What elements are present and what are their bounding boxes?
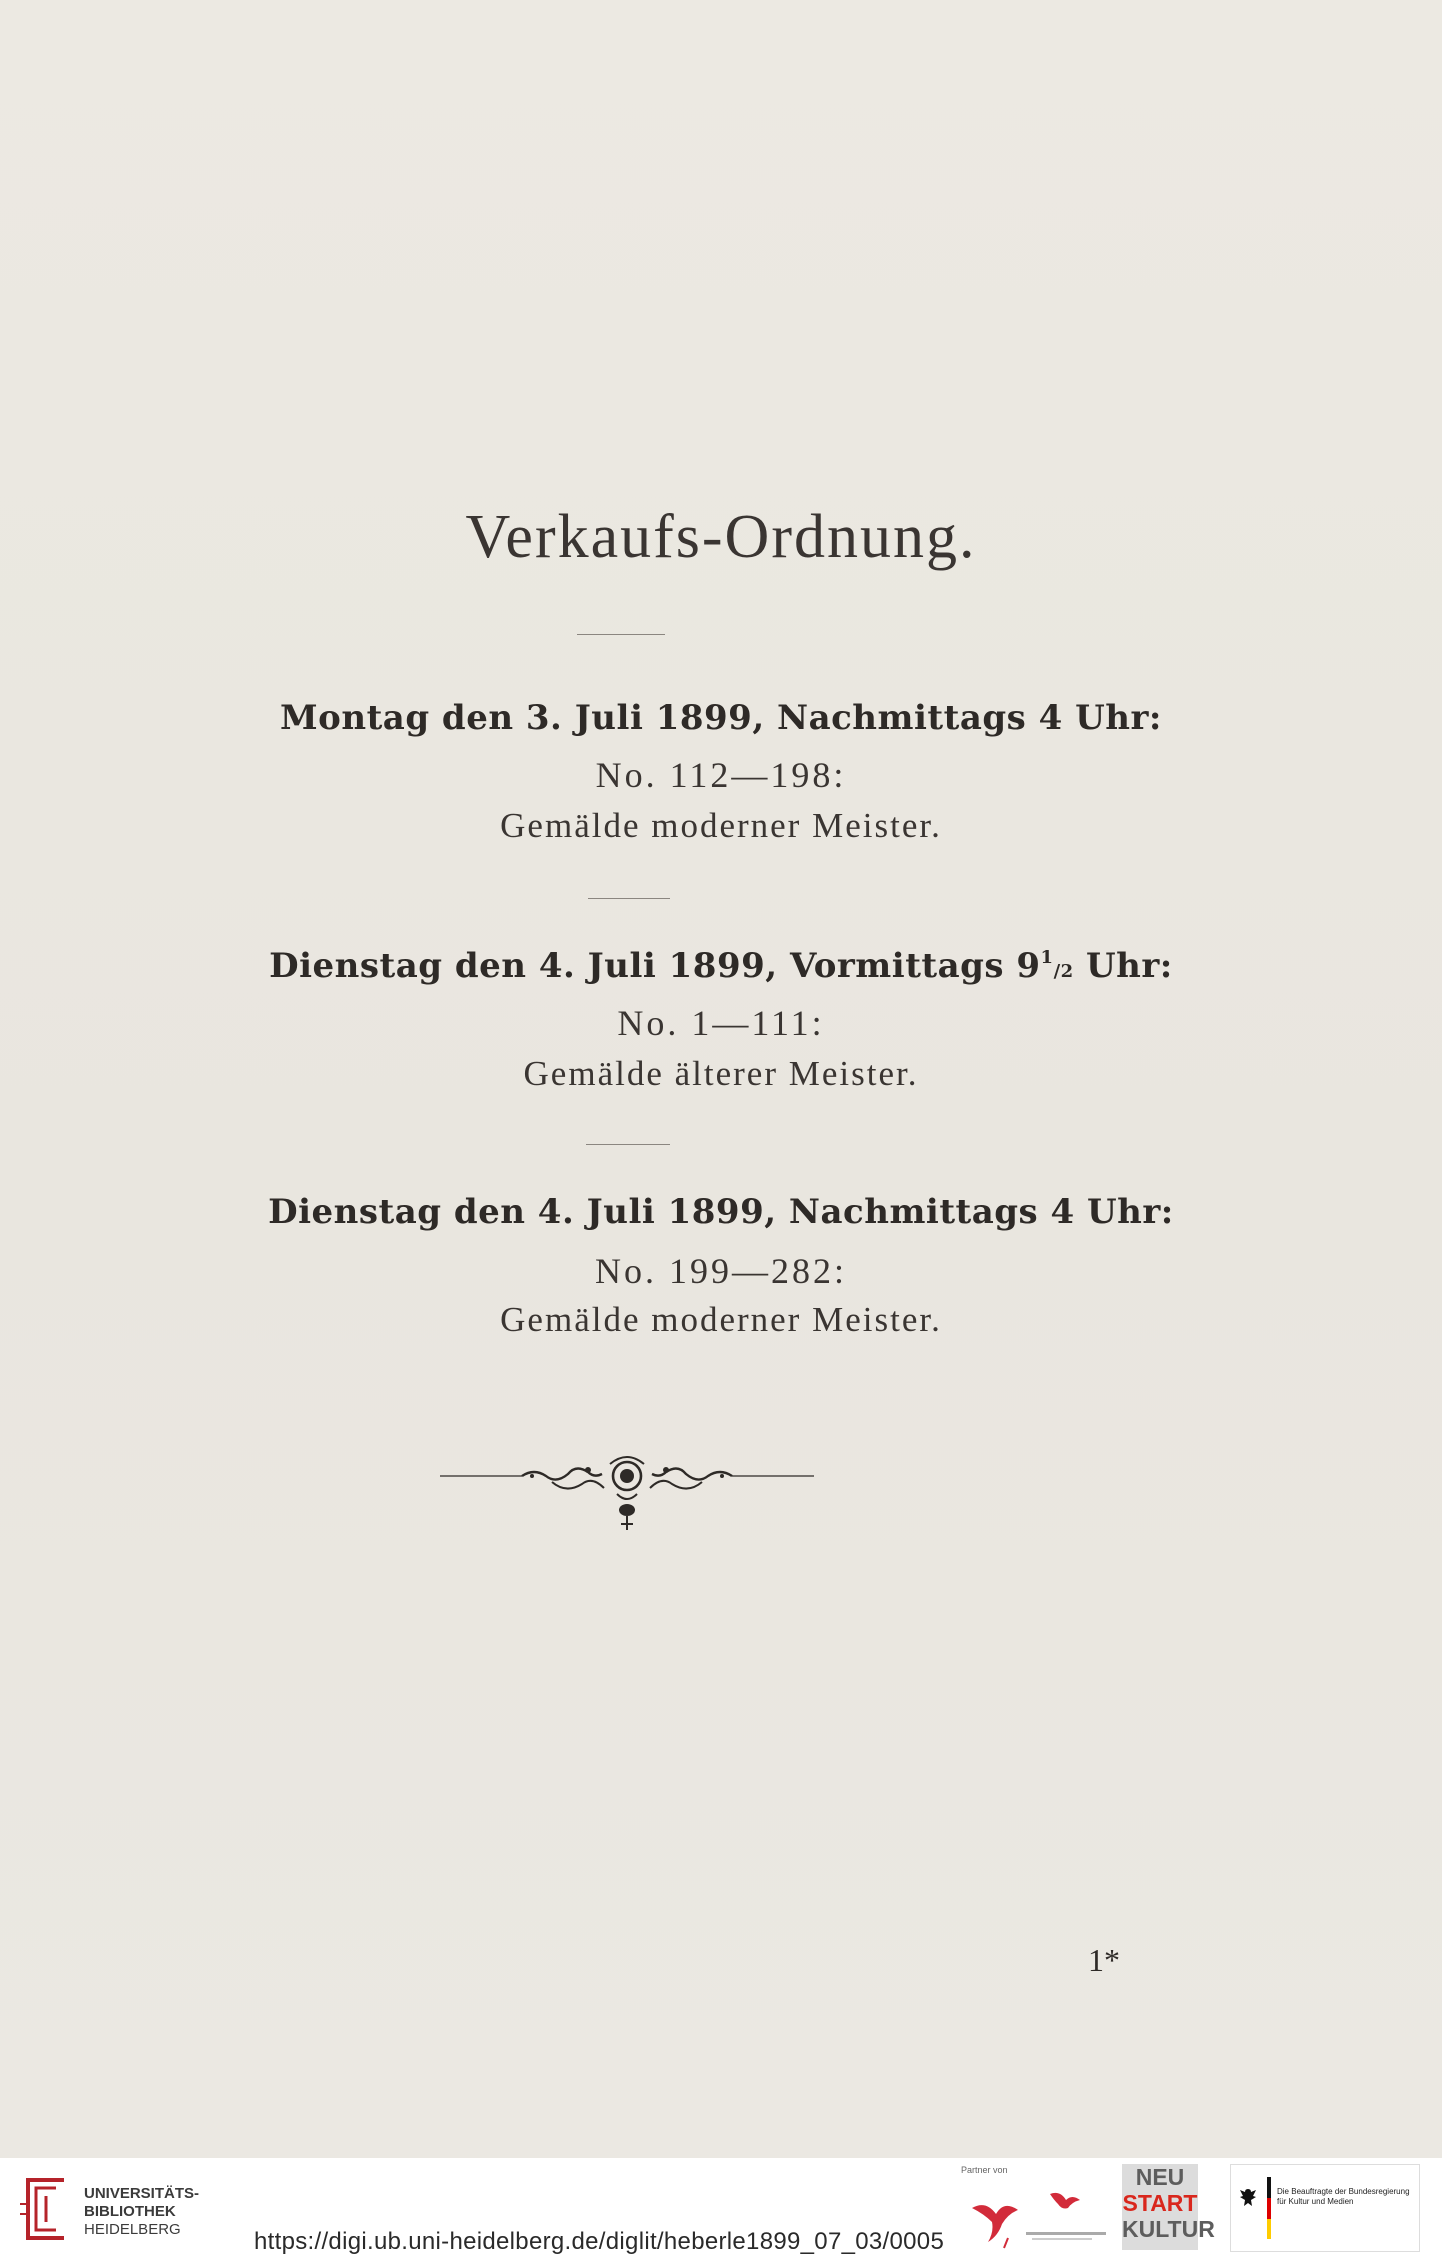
session-3-description: Gemälde moderner Meister. xyxy=(500,1300,942,1339)
session-2-heading xyxy=(0,946,1442,986)
session-2-numbers: No. 1—111: xyxy=(617,1003,825,1043)
session-2-heading-suffix: Uhr: xyxy=(1073,946,1173,986)
bkm-line-2: für Kultur und Medien xyxy=(1277,2197,1354,2206)
permalink-url[interactable]: https://digi.ub.uni-heidelberg.de/diglit/heberle1899_07_03/0005 xyxy=(254,2228,945,2255)
session-3-heading: Dienstag den 4. Juli 1899, Nachmittags 4 Uhr: xyxy=(268,1192,1174,1232)
bkm-line-1: Die Beauftragte der Bundesregierung xyxy=(1277,2187,1410,2196)
divider-rule xyxy=(586,1144,670,1145)
neustart-kultur-logo[interactable] xyxy=(1122,2164,1215,2250)
bkm-text xyxy=(1277,2187,1410,2207)
divider-rule xyxy=(588,898,670,899)
session-2-description: Gemälde älterer Meister. xyxy=(523,1054,919,1093)
ornament-vignette-icon xyxy=(432,1452,822,1548)
session-3-numbers: No. 199—282: xyxy=(595,1251,847,1291)
fraction-denominator: /2 xyxy=(1053,961,1074,982)
german-flag-stripe-icon xyxy=(1267,2177,1271,2239)
session-1-description: Gemälde moderner Meister. xyxy=(500,806,942,845)
library-line-3: HEIDELBERG xyxy=(84,2221,181,2238)
partner-label: Partner von xyxy=(961,2165,1008,2175)
session-1-heading: Montag den 3. Juli 1899, Nachmittags 4 Uhr: xyxy=(280,698,1162,738)
neustart-line-2: START xyxy=(1122,2190,1198,2216)
session-1-numbers: No. 112—198: xyxy=(595,755,847,795)
fraction-numerator: 1 xyxy=(1040,947,1054,968)
page-title: Verkaufs-Ordnung. xyxy=(465,503,977,571)
library-line-1: UNIVERSITÄTS- xyxy=(84,2185,200,2202)
session-2-heading-text: Dienstag den 4. Juli 1899, Vormittags 9 xyxy=(269,946,1041,986)
ub-heidelberg-wordmark[interactable] xyxy=(84,2185,199,2239)
bkm-logo[interactable] xyxy=(1230,2164,1420,2252)
divider-rule xyxy=(577,634,665,635)
ub-heidelberg-logo-icon[interactable] xyxy=(16,2174,74,2244)
neustart-line-1: NEU xyxy=(1135,2164,1185,2190)
ddb-logo-icon[interactable] xyxy=(966,2180,1116,2252)
federal-eagle-icon xyxy=(1239,2187,1257,2209)
neustart-line-3: KULTUR xyxy=(1122,2216,1215,2242)
library-line-2: BIBLIOTHEK xyxy=(84,2203,176,2220)
page-number: 1* xyxy=(1088,1942,1120,1978)
